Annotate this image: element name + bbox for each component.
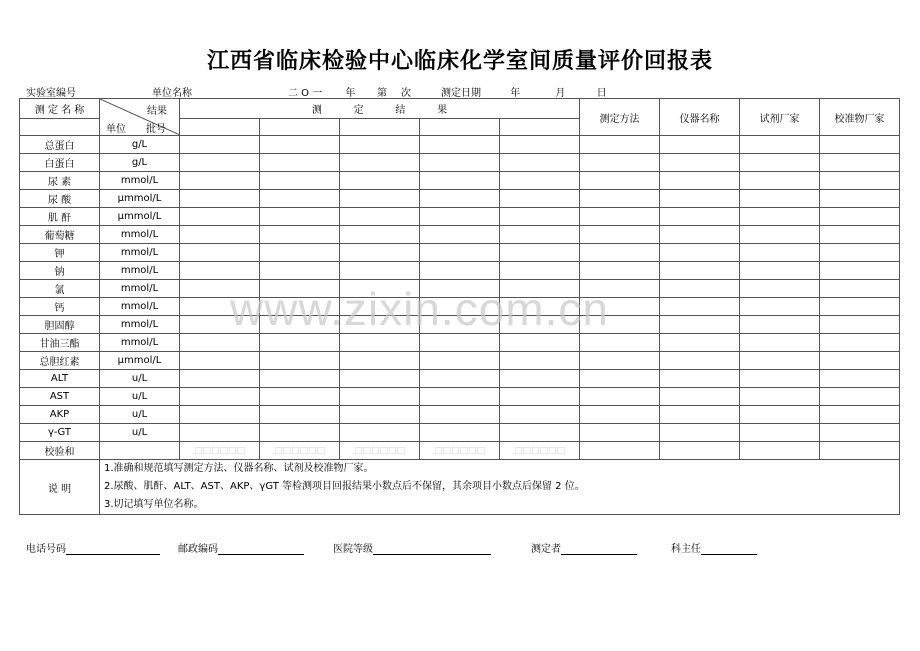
result-input-5-header[interactable]: [500, 118, 580, 135]
reagent-input-cell[interactable]: [740, 244, 820, 262]
notes-row: [20, 460, 900, 515]
table-row: [20, 334, 900, 352]
col-header-reagent: 试剂厂家: [740, 99, 820, 136]
table-row: [20, 226, 900, 244]
result-input-cell-4[interactable]: [420, 154, 500, 172]
checksum-label: 校验和: [20, 442, 100, 460]
checksum-placeholder-boxes: □□□□□□: [193, 446, 246, 456]
analyte-name-cell: 胆固醇: [20, 316, 100, 334]
result-input-cell-1[interactable]: [180, 172, 260, 190]
analyte-unit-cell: mmol/L: [100, 262, 180, 280]
reagent-input-cell[interactable]: [740, 208, 820, 226]
result-input-cell-2[interactable]: [260, 262, 340, 280]
calibrator-input-cell[interactable]: [820, 316, 900, 334]
result-input-cell-4[interactable]: [420, 388, 500, 406]
calibrator-input-cell[interactable]: [820, 352, 900, 370]
analyte-unit-cell: mmol/L: [100, 172, 180, 190]
calibrator-input-cell[interactable]: [820, 388, 900, 406]
result-input-cell-1[interactable]: [180, 262, 260, 280]
table-row: [20, 190, 900, 208]
analyte-name-cell: 尿 酸: [20, 190, 100, 208]
result-input-cell-5[interactable]: [500, 352, 580, 370]
method-input-cell[interactable]: [580, 172, 660, 190]
reagent-input-cell[interactable]: [740, 298, 820, 316]
result-input-cell-5[interactable]: [500, 190, 580, 208]
col-header-method: 测定方法: [580, 99, 660, 136]
unit-name-label: 单位名称: [152, 88, 192, 99]
checksum-input-cell-2[interactable]: [260, 442, 340, 460]
checksum-input-cell-3[interactable]: [340, 442, 420, 460]
director-field: [671, 540, 757, 555]
result-input-cell-2[interactable]: [260, 154, 340, 172]
result-input-cell-3[interactable]: [340, 334, 420, 352]
note-line: 2.尿酸、肌酐、ALT、AST、AKP、γGT 等检测项目回报结果小数点后不保留，其余项目小数点后保留 2 位。: [104, 481, 585, 492]
instrument-input-cell[interactable]: [660, 316, 740, 334]
result-input-cell-2[interactable]: [260, 136, 340, 154]
year-prefix: 二 O 一: [288, 88, 323, 99]
instrument-input-cell[interactable]: [660, 226, 740, 244]
result-input-cell-3[interactable]: [340, 424, 420, 442]
round-prefix: 第: [377, 88, 387, 99]
postcode-blank[interactable]: [218, 544, 304, 555]
checksum-instrument-cell: [660, 442, 740, 460]
unit-name-field: [152, 84, 258, 99]
result-input-cell-3[interactable]: [340, 388, 420, 406]
instrument-input-cell[interactable]: [660, 244, 740, 262]
checksum-placeholder-boxes: □□□□□□: [353, 446, 406, 456]
analyte-unit-cell: mmol/L: [100, 334, 180, 352]
result-input-cell-4[interactable]: [420, 136, 500, 154]
analyte-name-cell: γ-GT: [20, 424, 100, 442]
lab-number-field: [26, 84, 128, 99]
result-input-cell-5[interactable]: [500, 208, 580, 226]
table-row: [20, 388, 900, 406]
calibrator-input-cell[interactable]: [820, 280, 900, 298]
result-input-cell-4[interactable]: [420, 370, 500, 388]
col-header-calibrator: 校准物厂家: [820, 99, 900, 136]
result-input-cell-4[interactable]: [420, 244, 500, 262]
result-input-3-header[interactable]: [340, 118, 420, 135]
result-input-cell-5[interactable]: [500, 172, 580, 190]
analyte-name-cell: AST: [20, 388, 100, 406]
result-input-cell-3[interactable]: [340, 136, 420, 154]
result-input-cell-2[interactable]: [260, 244, 340, 262]
method-input-cell[interactable]: [580, 388, 660, 406]
analyte-unit-cell: u/L: [100, 406, 180, 424]
result-input-cell-5[interactable]: [500, 154, 580, 172]
year-field: [288, 84, 355, 99]
hospital-level-blank[interactable]: [373, 544, 491, 555]
year-label: 年: [345, 88, 356, 99]
instrument-input-cell[interactable]: [660, 136, 740, 154]
result-input-cell-4[interactable]: [420, 424, 500, 442]
director-label: 科主任: [671, 544, 701, 555]
note-line: 1.准确和规范填写测定方法、仪器名称、试剂及校准物厂家。: [104, 463, 374, 474]
checksum-row: [20, 442, 900, 460]
test-date-label: 测定日期: [441, 88, 481, 99]
analyte-unit-cell: mmol/L: [100, 226, 180, 244]
result-input-cell-3[interactable]: [340, 208, 420, 226]
tester-blank[interactable]: [561, 544, 637, 555]
analyte-name-cell: 白蛋白: [20, 154, 100, 172]
result-label: 结果: [147, 106, 167, 117]
method-input-cell[interactable]: [580, 262, 660, 280]
analyte-unit-cell: μmmol/L: [100, 352, 180, 370]
result-input-cell-2[interactable]: [260, 334, 340, 352]
checksum-input-cell-4[interactable]: [420, 442, 500, 460]
calibrator-input-cell[interactable]: [820, 334, 900, 352]
table-header-row: [20, 99, 900, 119]
reagent-input-cell[interactable]: [740, 190, 820, 208]
reagent-input-cell[interactable]: [740, 388, 820, 406]
col-header-instrument: 仪器名称: [660, 99, 740, 136]
analyte-unit-cell: u/L: [100, 370, 180, 388]
reagent-input-cell[interactable]: [740, 154, 820, 172]
phone-field: [26, 540, 160, 555]
calibrator-input-cell[interactable]: [820, 406, 900, 424]
result-input-cell-3[interactable]: [340, 352, 420, 370]
calibrator-input-cell[interactable]: [820, 190, 900, 208]
form-title: 江西省临床检验中心临床化学室间质量评价回报表: [206, 49, 713, 74]
result-input-cell-5[interactable]: [500, 136, 580, 154]
method-input-cell[interactable]: [580, 208, 660, 226]
watermark: www.zixin.com.cn: [230, 283, 609, 335]
result-input-cell-5[interactable]: [500, 262, 580, 280]
postcode-field: [178, 540, 304, 555]
tester-label: 测定者: [531, 544, 561, 555]
reagent-input-cell[interactable]: [740, 352, 820, 370]
result-input-cell-2[interactable]: [260, 190, 340, 208]
checksum-calibrator-cell: [820, 442, 900, 460]
result-input-cell-1[interactable]: [180, 424, 260, 442]
analyte-name-cell: 葡萄糖: [20, 226, 100, 244]
reagent-input-cell[interactable]: [740, 280, 820, 298]
round-field: [377, 84, 411, 99]
test-date-field: [441, 84, 607, 99]
result-input-cell-3[interactable]: [340, 226, 420, 244]
result-input-cell-1[interactable]: [180, 388, 260, 406]
result-input-cell-4[interactable]: [420, 190, 500, 208]
notes-content: [100, 460, 900, 515]
result-input-cell-2[interactable]: [260, 352, 340, 370]
analyte-name-cell: 总蛋白: [20, 136, 100, 154]
result-input-cell-5[interactable]: [500, 424, 580, 442]
result-input-2-header[interactable]: [260, 118, 340, 135]
result-input-cell-2[interactable]: [260, 172, 340, 190]
table-row: [20, 424, 900, 442]
method-input-cell[interactable]: [580, 424, 660, 442]
analyte-name-cell: 甘油三酯: [20, 334, 100, 352]
col-header-name: 测 定 名 称: [20, 99, 100, 119]
table-row: [20, 352, 900, 370]
reagent-input-cell[interactable]: [740, 334, 820, 352]
analyte-name-cell: 氯: [20, 280, 100, 298]
note-line: 3.切记填写单位名称。: [104, 499, 204, 510]
method-input-cell[interactable]: [580, 244, 660, 262]
instrument-input-cell[interactable]: [660, 208, 740, 226]
result-input-cell-4[interactable]: [420, 262, 500, 280]
analyte-unit-cell: g/L: [100, 154, 180, 172]
reagent-input-cell[interactable]: [740, 370, 820, 388]
unit-label: 单位: [106, 124, 126, 135]
batch-label: 批号: [146, 124, 166, 135]
analyte-unit-cell: mmol/L: [100, 298, 180, 316]
result-input-cell-2[interactable]: [260, 370, 340, 388]
result-input-cell-3[interactable]: [340, 190, 420, 208]
analyte-name-cell: 尿 素: [20, 172, 100, 190]
result-input-cell-5[interactable]: [500, 388, 580, 406]
method-input-cell[interactable]: [580, 226, 660, 244]
method-input-cell[interactable]: [580, 334, 660, 352]
instrument-input-cell[interactable]: [660, 370, 740, 388]
result-input-cell-1[interactable]: [180, 334, 260, 352]
result-input-cell-2[interactable]: [260, 424, 340, 442]
table-row: [20, 154, 900, 172]
lab-number-label: 实验室编号: [26, 88, 76, 99]
calibrator-input-cell[interactable]: [820, 244, 900, 262]
calibrator-input-cell[interactable]: [820, 172, 900, 190]
result-input-cell-3[interactable]: [340, 244, 420, 262]
calibrator-input-cell[interactable]: [820, 424, 900, 442]
reagent-input-cell[interactable]: [740, 424, 820, 442]
checksum-placeholder-boxes: □□□□□□: [433, 446, 486, 456]
instrument-input-cell[interactable]: [660, 298, 740, 316]
result-input-cell-4[interactable]: [420, 226, 500, 244]
result-input-cell-1[interactable]: [180, 352, 260, 370]
date-year-label: 年: [510, 88, 521, 99]
reagent-input-cell[interactable]: [740, 172, 820, 190]
analyte-name-cell: 钾: [20, 244, 100, 262]
calibrator-input-cell[interactable]: [820, 298, 900, 316]
result-input-cell-4[interactable]: [420, 208, 500, 226]
analyte-unit-cell: mmol/L: [100, 316, 180, 334]
table-row: [20, 136, 900, 154]
analyte-unit-cell: mmol/L: [100, 244, 180, 262]
result-input-cell-3[interactable]: [340, 262, 420, 280]
analyte-name-cell: 总胆红素: [20, 352, 100, 370]
result-input-cell-2[interactable]: [260, 208, 340, 226]
checksum-input-cell-5[interactable]: [500, 442, 580, 460]
result-input-cell-2[interactable]: [260, 406, 340, 424]
result-input-cell-1[interactable]: [180, 136, 260, 154]
result-input-cell-3[interactable]: [340, 172, 420, 190]
result-input-cell-1[interactable]: [180, 370, 260, 388]
instrument-input-cell[interactable]: [660, 280, 740, 298]
calibrator-input-cell[interactable]: [820, 262, 900, 280]
method-input-cell[interactable]: [580, 352, 660, 370]
checksum-method-cell: [580, 442, 660, 460]
result-input-cell-3[interactable]: [340, 154, 420, 172]
result-input-cell-4[interactable]: [420, 352, 500, 370]
analyte-unit-cell: μmmol/L: [100, 208, 180, 226]
hospital-level-field: [333, 540, 491, 555]
reagent-input-cell[interactable]: [740, 262, 820, 280]
calibrator-input-cell[interactable]: [820, 226, 900, 244]
table-row: [20, 370, 900, 388]
analyte-name-cell: 钠: [20, 262, 100, 280]
table-row: [20, 208, 900, 226]
result-input-cell-1[interactable]: [180, 244, 260, 262]
reagent-input-cell[interactable]: [740, 226, 820, 244]
table-row: [20, 244, 900, 262]
result-input-4-header[interactable]: [420, 118, 500, 135]
method-input-cell[interactable]: [580, 370, 660, 388]
result-input-cell-5[interactable]: [500, 406, 580, 424]
analyte-name-cell: AKP: [20, 406, 100, 424]
analyte-name-cell: ALT: [20, 370, 100, 388]
col-header-unit-batch: [100, 99, 180, 136]
instrument-input-cell[interactable]: [660, 154, 740, 172]
instrument-input-cell[interactable]: [660, 172, 740, 190]
tester-field: [531, 540, 637, 555]
table-row: [20, 406, 900, 424]
hospital-level-label: 医院等级: [333, 544, 373, 555]
analyte-name-cell: 肌 酐: [20, 208, 100, 226]
reagent-input-cell[interactable]: [740, 406, 820, 424]
instrument-input-cell[interactable]: [660, 388, 740, 406]
checksum-placeholder-boxes: □□□□□□: [513, 446, 566, 456]
analyte-unit-cell: mmol/L: [100, 280, 180, 298]
calibrator-input-cell[interactable]: [820, 370, 900, 388]
result-input-cell-4[interactable]: [420, 406, 500, 424]
reagent-input-cell[interactable]: [740, 136, 820, 154]
postcode-label: 邮政编码: [178, 544, 218, 555]
table-row: [20, 262, 900, 280]
calibrator-input-cell[interactable]: [820, 208, 900, 226]
result-input-cell-2[interactable]: [260, 388, 340, 406]
result-input-cell-1[interactable]: [180, 208, 260, 226]
instrument-input-cell[interactable]: [660, 190, 740, 208]
col-header-results: 测 定 结 果: [180, 99, 580, 119]
method-input-cell[interactable]: [580, 406, 660, 424]
result-input-cell-4[interactable]: [420, 334, 500, 352]
instrument-input-cell[interactable]: [660, 406, 740, 424]
name-subheader-cell: [20, 118, 100, 135]
checksum-input-cell-1[interactable]: [180, 442, 260, 460]
checksum-unit-cell: [100, 442, 180, 460]
reagent-input-cell[interactable]: [740, 316, 820, 334]
result-input-cell-5[interactable]: [500, 334, 580, 352]
instrument-input-cell[interactable]: [660, 424, 740, 442]
date-month-label: 月: [555, 88, 566, 99]
table-row: [20, 172, 900, 190]
phone-blank[interactable]: [66, 544, 160, 555]
method-input-cell[interactable]: [580, 190, 660, 208]
result-input-cell-1[interactable]: [180, 406, 260, 424]
notes-label: 说 明: [20, 460, 100, 515]
result-input-cell-1[interactable]: [180, 154, 260, 172]
calibrator-input-cell[interactable]: [820, 154, 900, 172]
result-input-1-header[interactable]: [180, 118, 260, 135]
checksum-placeholder-boxes: □□□□□□: [273, 446, 326, 456]
analyte-unit-cell: u/L: [100, 388, 180, 406]
date-day-label: 日: [596, 88, 607, 99]
result-input-cell-1[interactable]: [180, 190, 260, 208]
analyte-unit-cell: u/L: [100, 424, 180, 442]
instrument-input-cell[interactable]: [660, 262, 740, 280]
analyte-unit-cell: μmmol/L: [100, 190, 180, 208]
checksum-reagent-cell: [740, 442, 820, 460]
result-input-cell-1[interactable]: [180, 226, 260, 244]
result-input-cell-5[interactable]: [500, 370, 580, 388]
calibrator-input-cell[interactable]: [820, 136, 900, 154]
instrument-input-cell[interactable]: [660, 352, 740, 370]
result-input-cell-5[interactable]: [500, 226, 580, 244]
method-input-cell[interactable]: [580, 136, 660, 154]
phone-label: 电话号码: [26, 544, 66, 555]
instrument-input-cell[interactable]: [660, 334, 740, 352]
result-input-cell-3[interactable]: [340, 406, 420, 424]
director-blank[interactable]: [701, 544, 757, 555]
result-input-cell-5[interactable]: [500, 244, 580, 262]
result-input-cell-4[interactable]: [420, 172, 500, 190]
analyte-unit-cell: g/L: [100, 136, 180, 154]
result-input-cell-3[interactable]: [340, 370, 420, 388]
result-input-cell-2[interactable]: [260, 226, 340, 244]
analyte-name-cell: 钙: [20, 298, 100, 316]
method-input-cell[interactable]: [580, 154, 660, 172]
round-label: 次: [401, 88, 411, 99]
